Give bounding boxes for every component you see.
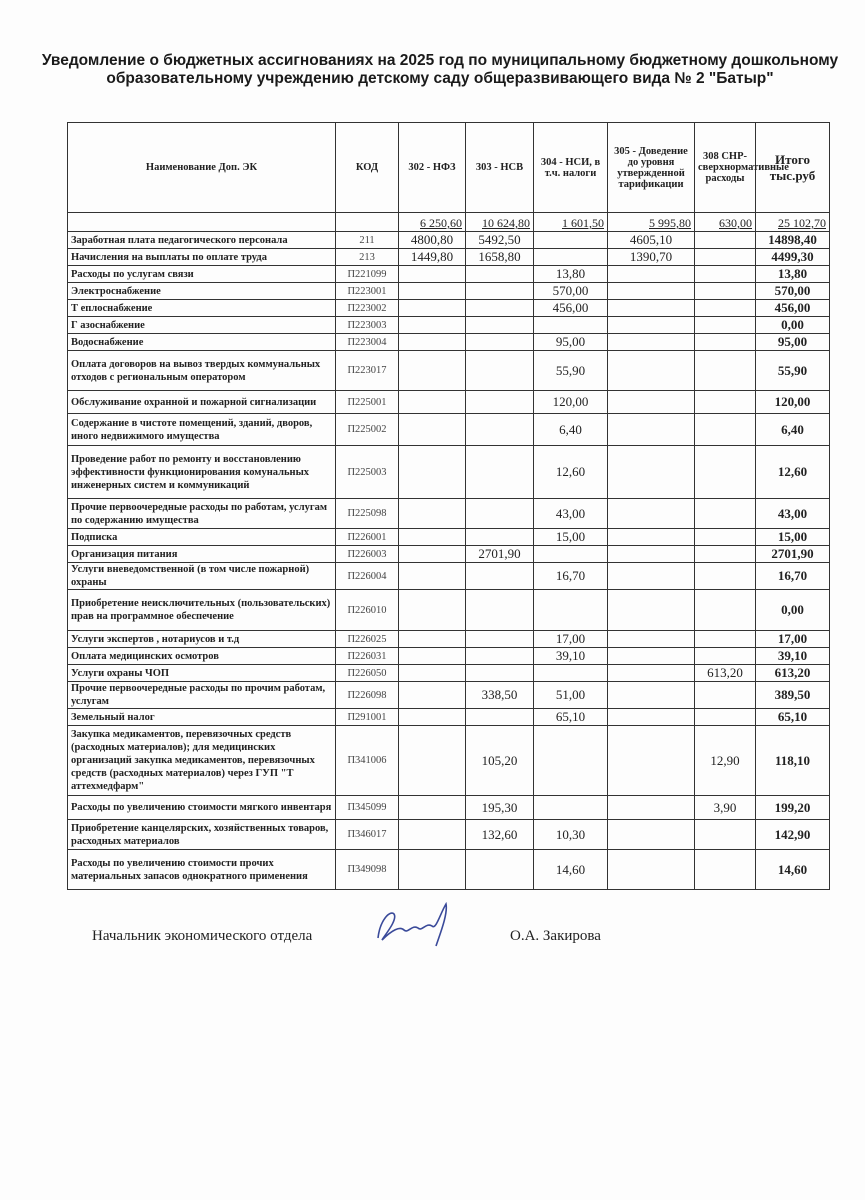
amount-cell: [399, 563, 466, 590]
signer-position: Начальник экономического отдела: [92, 928, 313, 944]
table-row: [68, 850, 830, 890]
table-row: [68, 648, 830, 665]
row-total: 14,60: [756, 850, 830, 890]
amount-cell: [695, 850, 756, 890]
amount-cell: 43,00: [534, 499, 608, 529]
row-total: 43,00: [756, 499, 830, 529]
amount-cell: [608, 546, 695, 563]
row-total: 12,60: [756, 446, 830, 499]
amount-cell: [466, 414, 534, 446]
amount-cell: [608, 563, 695, 590]
amount-cell: [695, 682, 756, 709]
amount-cell: [466, 283, 534, 300]
amount-cell: [399, 300, 466, 317]
row-total: 118,10: [756, 726, 830, 796]
table-row: [68, 499, 830, 529]
row-total: 65,10: [756, 709, 830, 726]
amount-cell: 1658,80: [466, 249, 534, 266]
item-name: Расходы по увеличению стоимости прочих материальных запасов однократного применения: [68, 850, 336, 890]
row-total: 55,90: [756, 351, 830, 391]
amount-cell: 570,00: [534, 283, 608, 300]
table-row: [68, 590, 830, 631]
row-total: 0,00: [756, 317, 830, 334]
item-name: Закупка медикаментов, перевязочных средств (расходных материалов); для медицинских организаций закупка медикаментов, перевязочных средств (расходных материалов) через ГУП "Т аттехмедфарм": [68, 726, 336, 796]
amount-cell: [399, 796, 466, 820]
total-cell: 10 624,80: [466, 213, 534, 232]
amount-cell: 12,90: [695, 726, 756, 796]
amount-cell: 613,20: [695, 665, 756, 682]
amount-cell: 1390,70: [608, 249, 695, 266]
table-row: [68, 682, 830, 709]
item-name: Оплата договоров на вывоз твердых коммунальных отходов с региональным оператором: [68, 351, 336, 391]
amount-cell: [695, 283, 756, 300]
table-row: [68, 726, 830, 796]
item-code: П345099: [336, 796, 399, 820]
amount-cell: [695, 351, 756, 391]
item-code: П226025: [336, 631, 399, 648]
table-row: [68, 631, 830, 648]
amount-cell: [608, 414, 695, 446]
amount-cell: [608, 446, 695, 499]
table-row: [68, 232, 830, 249]
amount-cell: [608, 300, 695, 317]
amount-cell: 51,00: [534, 682, 608, 709]
item-code: 211: [336, 232, 399, 249]
amount-cell: [695, 820, 756, 850]
document-title: Уведомление о бюджетных ассигнованиях на 2025 год по муниципальному бюджетному дошкольному образовательному учреждению детскому саду общеразвивающего вида № 2 "Батыр": [41, 52, 839, 87]
amount-cell: [466, 529, 534, 546]
row-total: 15,00: [756, 529, 830, 546]
amount-cell: [608, 796, 695, 820]
item-code: П291001: [336, 709, 399, 726]
item-name: Водоснабжение: [68, 334, 336, 351]
amount-cell: [608, 283, 695, 300]
amount-cell: [695, 249, 756, 266]
amount-cell: [399, 499, 466, 529]
item-code: П223001: [336, 283, 399, 300]
budget-table: [67, 122, 830, 890]
amount-cell: 65,10: [534, 709, 608, 726]
amount-cell: [399, 709, 466, 726]
amount-cell: [399, 682, 466, 709]
row-total: 456,00: [756, 300, 830, 317]
column-header: 304 - НСИ, в т.ч. налоги: [534, 123, 608, 213]
row-total: 613,20: [756, 665, 830, 682]
amount-cell: 1449,80: [399, 249, 466, 266]
total-cell: 1 601,50: [534, 213, 608, 232]
amount-cell: 3,90: [695, 796, 756, 820]
table-row: [68, 283, 830, 300]
table-row: [68, 820, 830, 850]
amount-cell: [608, 820, 695, 850]
amount-cell: [608, 590, 695, 631]
amount-cell: 10,30: [534, 820, 608, 850]
item-code: П225098: [336, 499, 399, 529]
amount-cell: [399, 546, 466, 563]
total-cell: [336, 213, 399, 232]
amount-cell: [608, 266, 695, 283]
amount-cell: [608, 529, 695, 546]
amount-cell: [466, 300, 534, 317]
amount-cell: 2701,90: [466, 546, 534, 563]
table-row: [68, 665, 830, 682]
totals-row: [68, 213, 830, 232]
amount-cell: [399, 283, 466, 300]
amount-cell: [608, 391, 695, 414]
item-code: П223003: [336, 317, 399, 334]
table-row: [68, 391, 830, 414]
amount-cell: [466, 499, 534, 529]
table-row: [68, 266, 830, 283]
amount-cell: [399, 446, 466, 499]
amount-cell: [608, 317, 695, 334]
table-row: [68, 351, 830, 391]
item-name: Приобретение неисключительных (пользовательских) прав на программное обеспечение: [68, 590, 336, 631]
item-name: Электроснабжение: [68, 283, 336, 300]
amount-cell: [466, 446, 534, 499]
row-total: 142,90: [756, 820, 830, 850]
amount-cell: [695, 266, 756, 283]
item-code: П223002: [336, 300, 399, 317]
amount-cell: [399, 351, 466, 391]
item-code: П226003: [336, 546, 399, 563]
amount-cell: [608, 351, 695, 391]
row-total: 17,00: [756, 631, 830, 648]
row-total: 2701,90: [756, 546, 830, 563]
table-row: [68, 300, 830, 317]
amount-cell: [399, 391, 466, 414]
amount-cell: [399, 631, 466, 648]
amount-cell: [534, 665, 608, 682]
amount-cell: [399, 266, 466, 283]
amount-cell: [399, 726, 466, 796]
row-total: 13,80: [756, 266, 830, 283]
amount-cell: 95,00: [534, 334, 608, 351]
amount-cell: [534, 249, 608, 266]
amount-cell: [399, 665, 466, 682]
amount-cell: [466, 850, 534, 890]
amount-cell: 14,60: [534, 850, 608, 890]
column-header: 308 СНР-сверхнормативные расходы: [695, 123, 756, 213]
item-name: Обслуживание охранной и пожарной сигнализации: [68, 391, 336, 414]
amount-cell: [399, 850, 466, 890]
item-code: П221099: [336, 266, 399, 283]
amount-cell: [534, 726, 608, 796]
row-total: 6,40: [756, 414, 830, 446]
table-row: [68, 709, 830, 726]
table-row: [68, 446, 830, 499]
amount-cell: 6,40: [534, 414, 608, 446]
row-total: 199,20: [756, 796, 830, 820]
amount-cell: [695, 499, 756, 529]
amount-cell: [466, 391, 534, 414]
item-code: П346017: [336, 820, 399, 850]
amount-cell: [695, 300, 756, 317]
amount-cell: [534, 546, 608, 563]
item-name: Начисления на выплаты по оплате труда: [68, 249, 336, 266]
amount-cell: [695, 709, 756, 726]
item-code: П225003: [336, 446, 399, 499]
item-code: П226098: [336, 682, 399, 709]
amount-cell: [466, 631, 534, 648]
amount-cell: [399, 648, 466, 665]
amount-cell: [695, 232, 756, 249]
table-row: [68, 317, 830, 334]
amount-cell: 13,80: [534, 266, 608, 283]
amount-cell: [608, 665, 695, 682]
item-name: Организация питания: [68, 546, 336, 563]
amount-cell: 17,00: [534, 631, 608, 648]
amount-cell: [608, 631, 695, 648]
amount-cell: [466, 351, 534, 391]
amount-cell: 4800,80: [399, 232, 466, 249]
amount-cell: [695, 631, 756, 648]
amount-cell: [399, 590, 466, 631]
amount-cell: [534, 590, 608, 631]
row-total: 14898,40: [756, 232, 830, 249]
item-code: П226004: [336, 563, 399, 590]
amount-cell: 15,00: [534, 529, 608, 546]
amount-cell: [534, 796, 608, 820]
amount-cell: 4605,10: [608, 232, 695, 249]
amount-cell: [466, 266, 534, 283]
column-header: 302 - НФЗ: [399, 123, 466, 213]
column-header: Наименование Доп. ЭК: [68, 123, 336, 213]
amount-cell: [695, 446, 756, 499]
row-total: 4499,30: [756, 249, 830, 266]
item-name: Содержание в чистоте помещений, зданий, дворов, иного недвижимого имущества: [68, 414, 336, 446]
amount-cell: [695, 648, 756, 665]
amount-cell: [534, 232, 608, 249]
amount-cell: 55,90: [534, 351, 608, 391]
amount-cell: [466, 563, 534, 590]
amount-cell: 456,00: [534, 300, 608, 317]
amount-cell: [608, 850, 695, 890]
amount-cell: 39,10: [534, 648, 608, 665]
amount-cell: [695, 563, 756, 590]
signer-name: О.А. Закирова: [510, 928, 601, 944]
amount-cell: [695, 317, 756, 334]
amount-cell: [608, 726, 695, 796]
table-header: [68, 123, 830, 213]
amount-cell: 132,60: [466, 820, 534, 850]
row-total: 120,00: [756, 391, 830, 414]
amount-cell: [695, 546, 756, 563]
amount-cell: 12,60: [534, 446, 608, 499]
table-row: [68, 414, 830, 446]
total-cell: 6 250,60: [399, 213, 466, 232]
item-name: Оплата медицинских осмотров: [68, 648, 336, 665]
item-code: П226010: [336, 590, 399, 631]
row-total: 570,00: [756, 283, 830, 300]
amount-cell: 105,20: [466, 726, 534, 796]
amount-cell: [399, 317, 466, 334]
item-name: Земельный налог: [68, 709, 336, 726]
item-code: П226050: [336, 665, 399, 682]
amount-cell: [695, 529, 756, 546]
item-code: П223017: [336, 351, 399, 391]
amount-cell: 338,50: [466, 682, 534, 709]
amount-cell: [399, 820, 466, 850]
table-row: [68, 563, 830, 590]
item-name: Расходы по услугам связи: [68, 266, 336, 283]
item-code: П223004: [336, 334, 399, 351]
amount-cell: [695, 334, 756, 351]
table-row: [68, 796, 830, 820]
item-name: Т еплоснабжение: [68, 300, 336, 317]
total-cell: 630,00: [695, 213, 756, 232]
amount-cell: [466, 317, 534, 334]
item-name: Услуги экспертов , нотариусов и т.д: [68, 631, 336, 648]
column-header: 305 - Доведение до уровня утвержденной тарификации: [608, 123, 695, 213]
amount-cell: [695, 414, 756, 446]
total-cell: [68, 213, 336, 232]
row-total: 0,00: [756, 590, 830, 631]
amount-cell: 195,30: [466, 796, 534, 820]
amount-cell: 5492,50: [466, 232, 534, 249]
column-header: Итого тыс.руб: [756, 123, 830, 213]
amount-cell: 16,70: [534, 563, 608, 590]
item-name: Расходы по увеличению стоимости мягкого инвентаря: [68, 796, 336, 820]
row-total: 389,50: [756, 682, 830, 709]
item-name: Прочие первоочередные расходы по прочим работам, услугам: [68, 682, 336, 709]
amount-cell: [695, 391, 756, 414]
item-name: Прочие первоочередные расходы по работам, услугам по содержанию имущества: [68, 499, 336, 529]
amount-cell: [399, 414, 466, 446]
item-code: 213: [336, 249, 399, 266]
item-name: Приобретение канцелярских, хозяйственных товаров, расходных материалов: [68, 820, 336, 850]
column-header: 303 - НСВ: [466, 123, 534, 213]
row-total: 95,00: [756, 334, 830, 351]
item-code: П226031: [336, 648, 399, 665]
row-total: 16,70: [756, 563, 830, 590]
item-code: П349098: [336, 850, 399, 890]
row-total: 39,10: [756, 648, 830, 665]
amount-cell: [608, 334, 695, 351]
item-name: Проведение работ по ремонту и восстановлению эффективности функционирования комунальных инженерных систем и коммуникаций: [68, 446, 336, 499]
amount-cell: [466, 648, 534, 665]
table-row: [68, 334, 830, 351]
item-code: П226001: [336, 529, 399, 546]
column-header: КОД: [336, 123, 399, 213]
amount-cell: [608, 682, 695, 709]
signature: [370, 900, 460, 950]
amount-cell: [466, 334, 534, 351]
amount-cell: 120,00: [534, 391, 608, 414]
item-code: П225002: [336, 414, 399, 446]
amount-cell: [466, 590, 534, 631]
amount-cell: [466, 709, 534, 726]
item-name: Услуги охраны ЧОП: [68, 665, 336, 682]
item-name: Услуги вневедомственной (в том числе пожарной) охраны: [68, 563, 336, 590]
item-name: Г азоснабжение: [68, 317, 336, 334]
table-row: [68, 546, 830, 563]
table-row: [68, 529, 830, 546]
total-cell: 25 102,70: [756, 213, 830, 232]
item-name: Заработная плата педагогического персонала: [68, 232, 336, 249]
amount-cell: [534, 317, 608, 334]
amount-cell: [466, 665, 534, 682]
amount-cell: [695, 590, 756, 631]
table-row: [68, 249, 830, 266]
total-cell: 5 995,80: [608, 213, 695, 232]
amount-cell: [608, 709, 695, 726]
amount-cell: [399, 529, 466, 546]
item-code: П341006: [336, 726, 399, 796]
amount-cell: [608, 648, 695, 665]
amount-cell: [399, 334, 466, 351]
amount-cell: [608, 499, 695, 529]
item-name: Подписка: [68, 529, 336, 546]
item-code: П225001: [336, 391, 399, 414]
